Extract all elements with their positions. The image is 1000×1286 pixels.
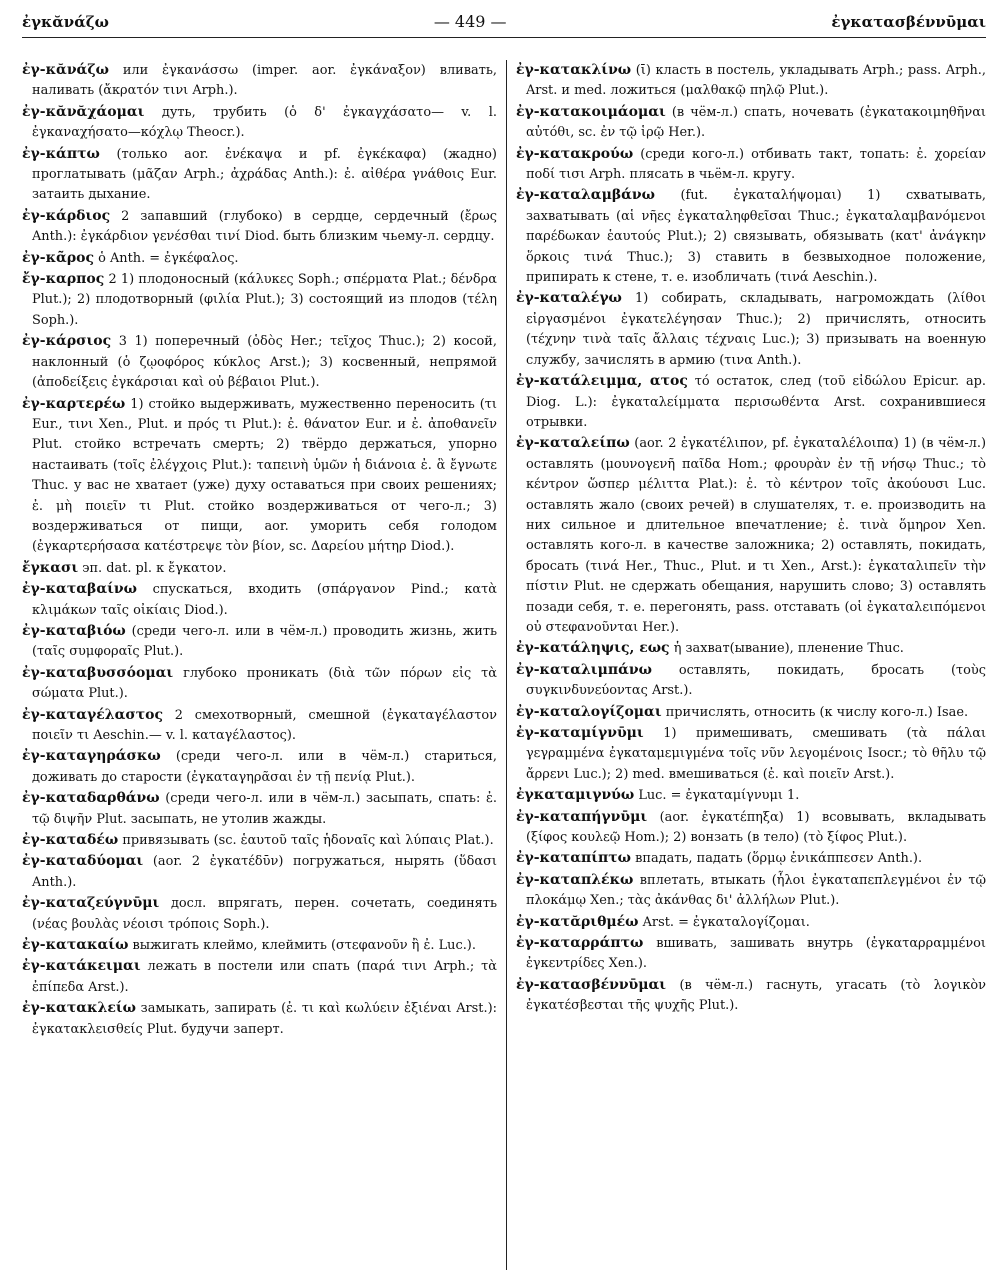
entry-headword: ἐγ-καταλογίζομαι: [515, 703, 662, 720]
entry-definition: досл. впрягать, перен. сочетать, соединять (νέας βουλὰς νέοισι τρόποις Soph.).: [32, 896, 497, 932]
entry-definition: глубоко проникать (διὰ τῶν πόρων εἰς τὰ σώματα Plut.).: [32, 665, 497, 702]
entry-headword: ἐγ-καταμίγνῡμι: [515, 725, 644, 741]
entry-headword: ἐγ-κατᾰριθμέω: [515, 913, 639, 930]
columns: [22, 60, 986, 1270]
dictionary-entry: [22, 558, 497, 579]
entry-headword: ἐγ-κατακλίνω: [515, 62, 632, 78]
entry-headword: ἐγ-κᾰνάζω: [22, 62, 109, 78]
dictionary-entry: [22, 248, 497, 269]
entry-headword: ἔγ-καρπος: [22, 271, 105, 288]
entry-definition: ὁ Anth. = ἐγκέφαλος.: [98, 250, 239, 266]
dictionary-entry: [22, 102, 497, 144]
dictionary-entry: [22, 331, 497, 393]
entry-definition: 1) стойко выдерживать, мужественно переносить (τι Eur., τινι Xen., Plut. и πρός τι Plut.): ἐ. θάνατον Eur. и ἐ. ἀποθανεῖν Plut. стойко встречать смерть; 2) твёрдо держаться, упорно настаивать (τοῖς ἐλέγχοις Plut.): ταπεινὴ ὑμῶν ἡ διάνοια ἐ. ἃ ἔγνωτε Thuc. у вас не хватает (уже) духу оставаться при своих решениях; ἐ. μὴ ποιεῖν τι Plut. стойко воздерживаться от чего-л.; 3) воздерживаться от пищи, aor. уморить себя голодом (ἐγκαρτερήσασα κατέστρεψε τὸν βίον, sc. Δαρείου μήτηρ Diod.).: [32, 396, 497, 555]
dictionary-entry: [22, 663, 497, 705]
dictionary-entry: [22, 621, 497, 663]
entry-headword: ἐγ-κατάληψις, εως: [515, 640, 670, 657]
dictionary-entry: [516, 638, 986, 659]
entry-headword: ἐγ-καταπλέκω: [515, 871, 634, 888]
dictionary-entry: [22, 60, 497, 102]
dictionary-entry: [22, 206, 497, 248]
entry-headword: ἐγ-καταγέλαστος: [22, 706, 163, 723]
entry-headword: ἐγ-καταδαρθάνω: [22, 790, 160, 807]
entry-definition: причислять, относить (к числу кого-л.) Isae.: [665, 704, 969, 720]
entry-definition: впадать, падать (ὅρμῳ ἐνικάππεσεν Anth.).: [635, 851, 923, 867]
entry-definition: ἡ захват(ывание), пленение Thuc.: [673, 641, 904, 657]
entry-definition: спускаться, входить (σπάργανον Pind.; κατὰ κλιμάκων ταῖς οἰκίαις Diod.).: [32, 582, 497, 618]
dictionary-entry: [516, 433, 986, 638]
entry-headword: ἐγ-κατάκειμαι: [22, 958, 141, 975]
entry-definition: оставлять, покидать, бросать (τοὺς συγκινδυνεύοντας Arst.).: [525, 662, 986, 699]
dictionary-entry: [516, 144, 986, 186]
entry-headword: ἐγ-κατακοιμάομαι: [515, 103, 666, 120]
entry-headword: ἐγ-κᾶρος: [22, 249, 95, 266]
entry-headword: ἐγ-καταβιόω: [22, 622, 126, 639]
entry-headword: ἐγ-κατάλειμμα, ατος: [515, 373, 688, 390]
page-number: — 449 —: [433, 12, 507, 31]
entry-headword: ἐγ-κᾰνᾰχάομαι: [22, 103, 145, 120]
entry-definition: эп. dat. pl. к ἔγκατον.: [82, 560, 227, 576]
dictionary-entry: [22, 788, 497, 830]
entry-headword: ἐγ-καταβυσσόομαι: [22, 664, 174, 681]
entry-definition: (среди чего-л. или в чём-л.) стариться, доживать до старости (ἐγκαταγηρᾶσαι ἐν τῇ πενίᾳ Plut.).: [32, 749, 497, 785]
dictionary-entry: [516, 288, 986, 371]
dictionary-entry: [516, 975, 986, 1017]
entry-definition: привязывать (sc. ἑαυτοῦ ταῖς ἡδοναῖς καὶ λύπαις Plat.).: [122, 833, 494, 849]
page-header: [22, 0, 986, 38]
entry-definition: 2 запавший (глубоко) в сердце, сердечный (ἔρως Anth.): ἐγκάρδιον γενέσθαι τινί Diod. быть близким чьему-л. сердцу.: [32, 208, 497, 245]
entry-headword: ἐγ-καταδέω: [22, 832, 119, 849]
dictionary-entry: [22, 830, 497, 851]
entry-headword: ἐγ-κάρσιος: [22, 333, 112, 350]
dictionary-entry: [516, 912, 986, 933]
entry-definition: 3 1) поперечный (ὁδὸς Her.; τεῖχος Thuc.); 2) косой, наклонный (ὁ ζῳοφόρος κύκλος Arst.); 3) косвенный, непрямой (ἀποδείξεις ἐγκάρσιαι καὶ οὐ βέβαιοι Plut.).: [32, 334, 497, 391]
entry-definition: 2 смехотворный, смешной (ἐγκαταγέλαστον ποιεῖν τι Aeschin.— v. l. καταγέλαστος).: [32, 707, 497, 743]
entry-definition: (aor. ἐγκατέπηξα) 1) всовывать, вкладывать (ξίφος κουλεῷ Hom.); 2) вонзать (в тело) (τὸ ξίφος Plut.).: [525, 809, 986, 846]
entry-headword: ἐγ-κατακαίω: [22, 937, 129, 954]
header-right-word: ἐγκατασβέννῡμαι: [831, 13, 986, 31]
entry-definition: (aor. 2 ἐγκατέδῡν) погружаться, нырять (ὕδασι Anth.).: [32, 854, 497, 890]
dictionary-entry: [22, 269, 497, 331]
entry-headword: ἐγ-καταλαμβάνω: [515, 187, 655, 204]
entry-definition: выжигать клеймо, клеймить (στεφανοῦν ἢ ἐ. Luc.).: [132, 938, 476, 954]
dictionary-entry: [516, 807, 986, 849]
entry-definition: (среди чего-л. или в чём-л.) засыпать, спать: ἐ. τῷ διψῆν Plut. засыпать, не утолив жажды.: [32, 791, 497, 827]
dictionary-entry: [516, 371, 986, 433]
entry-definition: (ῑ) класть в постель, укладывать Arph.; pass. Arph., Arst. и med. ложиться (μαλθακῷ πηλῷ Plut.).: [525, 63, 986, 99]
dictionary-entry: [516, 870, 986, 912]
entry-headword: ἔγκασι: [22, 559, 79, 576]
entry-headword: ἐγ-καταβαίνω: [22, 581, 137, 598]
entry-definition: (в чём-л.) гаснуть, угасать (τὸ λογικὸν ἐγκατέσβεσται τῆς ψυχῆς Plut.).: [525, 977, 986, 1014]
entry-definition: лежать в постели или спать (παρά τινι Arph.; τὰ ἐπίπεδα Arst.).: [32, 959, 497, 995]
entry-definition: или ἐγκανάσσω (imper. aor. ἐγκάναξον) вливать, наливать (ἄκρατόν τινι Arph.).: [32, 63, 497, 99]
entry-definition: (fut. ἐγκαταλήψομαι) 1) схватывать, захватывать (αἱ νῆες ἐγκαταληφθεῖσαι Thuc.; ἐγκαταλαμβανόμενοι παρέδωκαν ἑαυτούς Plut.); 2) связывать, обязывать (κατ' ἀνάγκην ὅρκοις τινά Thuc.); 3) ставить в безвыходное положение, припирать к стене, т. е. изобличать (τινά Aeschin.).: [525, 188, 986, 286]
entry-definition: (среди чего-л. или в чём-л.) проводить жизнь, жить (ταῖς συμφοραῖς Plut.).: [32, 623, 497, 660]
dictionary-entry: [22, 394, 497, 558]
entry-headword: ἐγ-καταγηράσκω: [22, 748, 161, 765]
dictionary-entry: [516, 848, 986, 869]
dictionary-entry: [22, 956, 497, 998]
dictionary-entry: [22, 705, 497, 747]
entry-headword: ἐγ-κάπτω: [22, 145, 100, 162]
entry-headword: ἐγ-καταλέγω: [515, 290, 622, 307]
entry-definition: вплетать, втыкать (ἧλοι ἐγκαταπεπλεγμένοι ἐν τῷ πλοκάμῳ Xen.; τὰς ἀκάνθας δι' ἀλλήλων Plut.).: [525, 872, 986, 909]
entry-definition: (aor. 2 ἐγκατέλιπον, pf. ἐγκαταλέλοιπα) 1) (в чём-л.) оставлять (μουνογενῆ παῖδα Hom.; φρουρὰν ἐν τῇ νήσῳ Thuc.; τὸ κέντρον ὥσπερ μέλιττα Plat.): ἐ. τὸ κέντρον τοῖς ἀκούουσι Luc. оставлять жало (своих речей) в слушателях, т. е. производить на них сильное и длительное впечатление; ἐ. τινὰ ὅμηρον Xen. оставлять кого-л. в качестве заложника; 2) оставлять, покидать, бросать (τινά Her., Thuc., Plut. и τι Xen., Arst.): ἐγκαταλιπεῖν τὴν πίστιν Plut. не сдержать обещания, нарушить слово; 3) оставлять позади себя, т. е. перегонять, pass. отставать (οἱ ἐγκαταλειπόμενοι οὐ στεφανοῦνται Her.).: [525, 436, 986, 635]
dictionary-entry: [516, 60, 986, 102]
entry-definition: 1) примешивать, смешивать (τὰ πάλαι γεγραμμένα ἐγκαταμεμιγμένα τοῖς νῦν λεγομένοις Isocr.; τὸ θῆλυ τῷ ἄρρενι Luc.); 2) med. вмешиваться (ἐ. καὶ ποιεῖν Arst.).: [525, 726, 986, 782]
dictionary-entry: [516, 785, 986, 806]
entry-definition: Luc. = ἐγκαταμίγνυμι 1.: [638, 788, 800, 804]
entry-definition: τό остаток, след (τοῦ εἰδώλου Epicur. ap. Diog. L.): ἐγκαταλείμματα περισωθέντα Arst. сохранившиеся отрывки.: [525, 374, 986, 430]
entry-definition: замыкать, запирать (ἐ. τι καὶ κωλύειν ἐξιέναι Arst.): ἐγκατακλεισθείς Plut. будучи заперт.: [32, 1001, 497, 1037]
dictionary-entry: [516, 723, 986, 785]
entry-definition: (в чём-л.) спать, ночевать (ἐγκατακοιμηθῆναι αὐτόθι, sc. ἐν τῷ ἱρῷ Her.).: [525, 104, 986, 141]
dictionary-entry: [22, 998, 497, 1040]
dictionary-entry: [516, 933, 986, 975]
left-column: [22, 60, 506, 1270]
entry-headword: ἐγ-καταλιμπάνω: [515, 661, 652, 678]
entry-headword: ἐγκαταμιγνύω: [515, 787, 635, 804]
entry-headword: ἐγ-κατακλείω: [22, 1000, 136, 1017]
dictionary-entry: [22, 144, 497, 206]
entry-definition: 2 1) плодоносный (κάλυκες Soph.; σπέρματα Plat.; δένδρα Plut.); 2) плодотворный (φιλία Plut.); 3) состоящий из плодов (τέλη Soph.).: [32, 272, 497, 328]
dictionary-entry: [22, 746, 497, 788]
header-left-word: ἐγκᾰνάζω: [22, 13, 109, 31]
entry-definition: вшивать, зашивать внутрь (ἐγκαταρραμμένοι ἐγκεντρίδες Xen.).: [525, 936, 986, 972]
entry-headword: ἐγ-κατασβέννῡμαι: [515, 976, 667, 993]
dictionary-entry: [22, 579, 497, 621]
entry-headword: ἐγ-καταπίπτω: [515, 850, 632, 867]
entry-definition: дуть, трубить (ὁ δ' ἐγκαγχάσατο— v. l. ἐγκαναχήσατο—κόχλῳ Theocr.).: [32, 104, 497, 141]
entry-definition: (только aor. ἐνέκαψα и pf. ἐγκέκαφα) (жадно) проглатывать (μᾶζαν Arph.; ἀχράδας Anth.): ἐ. αἰθέρα γνάθοις Eur. затаить дыхание.: [32, 146, 497, 203]
dictionary-entry: [22, 893, 497, 935]
dictionary-entry: [22, 935, 497, 956]
entry-headword: ἐγ-καταδύομαι: [22, 853, 144, 870]
dictionary-entry: [516, 660, 986, 702]
entry-headword: ἐγ-καταρράπτω: [515, 935, 644, 952]
entry-headword: ἐγ-κατακρούω: [515, 145, 634, 162]
entry-definition: Arst. = ἐγκαταλογίζομαι.: [642, 914, 810, 930]
dictionary-entry: [516, 102, 986, 144]
entry-headword: ἐγ-καταλείπω: [515, 435, 630, 452]
dictionary-entry: [516, 702, 986, 723]
entry-definition: (среди кого-л.) отбивать такт, топать: ἐ. χορείαν ποδί τισι Arph. плясать в чьём-л. кругу.: [525, 146, 986, 183]
entry-headword: ἐγ-καταζεύγνῡμι: [22, 895, 160, 912]
right-column: [506, 60, 986, 1270]
entry-headword: ἐγ-κάρδιος: [22, 207, 111, 224]
dictionary-entry: [516, 185, 986, 288]
entry-definition: 1) собирать, складывать, нагромождать (λίθοι εἰργασμένοι ἐγκατελέγησαν Thuc.); 2) причислять, относить (τέχνην τινὰ ταῖς ἄλλαις τέχναις Luc.); 3) призывать на военную службу, зачислять в армию (τινα Anth.).: [525, 291, 986, 368]
dictionary-entry: [22, 851, 497, 893]
entry-headword: ἐγ-καρτερέω: [22, 395, 126, 412]
entry-headword: ἐγ-καταπήγνῡμι: [515, 808, 648, 825]
